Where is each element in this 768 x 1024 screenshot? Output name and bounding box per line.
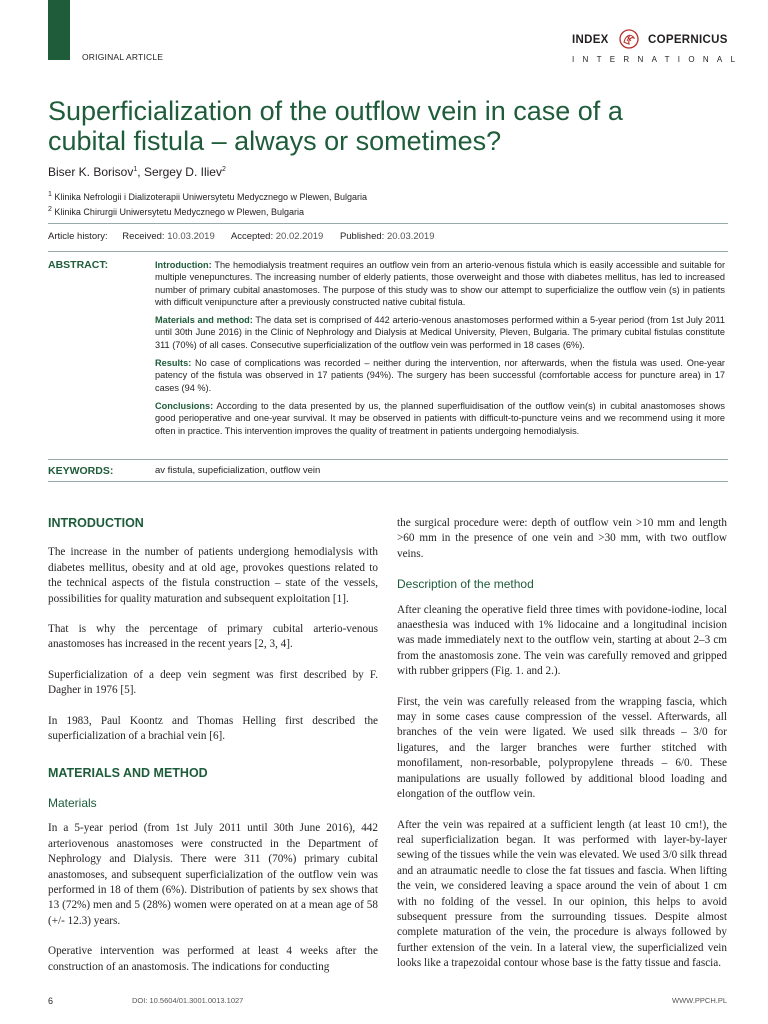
materials-subheading: Materials <box>48 795 97 810</box>
abstract-methods <box>155 314 725 351</box>
abstract-methods-heading: Materials and method: <box>155 315 253 326</box>
divider <box>48 481 728 482</box>
author-1: Biser K. Borisov <box>48 165 134 179</box>
article-history <box>48 231 449 242</box>
affiliation-1-sup: 1 <box>48 191 52 198</box>
method-description-subheading: Description of the method <box>397 577 534 592</box>
paragraph: That is why the percentage of primary cubital arterio-venous anastomoses has increased in the recent years [2, 3, 4]. <box>48 623 378 651</box>
accepted-date: 20.02.2019 <box>275 231 324 242</box>
author-1-sup: 1 <box>133 166 138 173</box>
published-label: Published: <box>339 231 385 242</box>
history-label: Article history: <box>48 231 108 242</box>
abstract-intro-text: The hemodialysis treatment requires an outflow vein from an arterio-venous fistula which is easily accessible and suitable for multiple venepunctures. The increasing number of elderly patients, those overweight and those with diabetes mellitus, has led to increased number of primary cubital anastomoses. The purpose of this study was to show our attempt to superficialize the outflow vein (s) in patients with difficult venipuncture after a previously constructed native cubital fistula. <box>155 260 725 307</box>
introduction-heading: INTRODUCTION <box>48 516 144 530</box>
abstract-conclusions <box>155 400 725 437</box>
divider <box>48 251 728 252</box>
article-type-label: ORIGINAL ARTICLE <box>82 52 164 62</box>
abstract-results <box>155 357 725 394</box>
abstract-results-heading: Results: <box>155 358 192 369</box>
paragraph: Superficialization of a deep vein segment was first described by F. Dagher in 1976 [5]. <box>48 668 378 697</box>
keywords-text: av fistula, supeficialization, outflow vein <box>155 465 321 476</box>
paragraph: the surgical procedure were: depth of outflow vein >10 mm and length >60 mm in the presence of one vein and >30 mm, with two outflow veins. <box>397 517 727 560</box>
keywords-label: KEYWORDS: <box>48 465 114 477</box>
page-number: 6 <box>48 996 54 1006</box>
abstract <box>155 259 725 443</box>
affiliation-2-text: Klinika Chirurgii Uniwersytetu Medycznego w Plewen, Bulgaria <box>54 206 305 217</box>
author-2-sup: 2 <box>221 166 226 173</box>
paragraph: The increase in the number of patients undergiong hemodialysis with diabetes mellitus, obesity and at old age, provokes questions related to the technical aspects of the fistula construction – state of the vessels, possibilities for quality maturation and subsequent exploitation [1]. <box>48 546 378 605</box>
affiliations <box>48 189 367 218</box>
article-title: Superficialization of the outflow vein in case of a cubital fistula – always or sometimes? <box>48 96 623 156</box>
received-label: Received: <box>122 231 165 242</box>
accepted-label: Accepted: <box>230 231 274 242</box>
affiliation-1 <box>48 189 367 204</box>
materials-method-heading: MATERIALS AND METHOD <box>48 766 208 781</box>
header-color-bar <box>48 0 70 60</box>
abstract-intro-heading: Introduction: <box>155 260 212 270</box>
logo-text-right: COPERNICUS <box>648 34 728 46</box>
abstract-results-text: No case of complications was recorded – neither during the intervention, nor afterwards, when the fistula was used. One-year patency of the fistula was observed in 17 patients (94%). The surgery has been successful (comfortable access for puncture area) in 17 cases (94 %). <box>155 358 725 393</box>
website: WWW.PPCH.PL <box>672 996 728 1005</box>
affiliation-2-sup: 2 <box>48 205 52 213</box>
divider <box>48 459 728 460</box>
abstract-introduction <box>155 259 725 308</box>
received-date: 10.03.2019 <box>167 231 215 242</box>
paragraph: In a 5-year period (from 1st July 2011 until 30th June 2016), 442 arteriovenous anastomoses were constructed in the Department of Nephrology and Dialysis. There were 311 (70%) primary cubital anastomoses, and subsequent superficialization of the outflow vein was performed in 18 of them (6%). Distribution of patients by sex shows that 13 (72%) men and 5 (28%) women were operated on at a mean age of 58 (+/- 12.3) years. <box>48 822 378 927</box>
abstract-methods-text: The data set is comprised of 442 arterio-venous anastomoses performed within a 5-year period (from 1st July 2011 until 30th June 2016) in the Clinic of Nephrology and Dialysis at Medical University, Pleven, Bulgaria. The primary cubital fistulas constitute 311 (70%) of all cases. Consecutive superficialization of the outflow vein was performed in 18 cases (6%). <box>155 315 725 350</box>
author-list <box>48 165 226 179</box>
published-date: 20.03.2019 <box>386 231 435 242</box>
abstract-conclusions-text: According to the data presented by us, the planned superfluidisation of the outflow vein(s) in cubital anastomoses shows good perioperative and one-year survival. It may be observed in patients with difficult-to-puncture veins and we recommend using it more often in practice. This intervention improves the quality of treatment in patients undergoing hemodialysis. <box>155 400 725 436</box>
abstract-conclusions-heading: Conclusions: <box>155 400 214 411</box>
paragraph: After cleaning the operative field three times with povidone-iodine, local anaesthesia was induced with 1% lidocaine and a longitudinal incision was made immediately next to the outflow vein, starting at about 2–3 cm from the anastomosis zone. The vein was carefully removed and gripped with rubber grippers (Fig. 1. and 2.). <box>397 603 727 678</box>
author-separator: , <box>137 165 144 179</box>
paragraph: After the vein was repaired at a sufficient length (at least 10 cm!), the real superficialization began. It was performed with layer-by-layer sewing of the tissues while the vein was elevated. We used 3/0 silk thread and an atraumatic needle to close the fat tissues and fascia. When lifting the vein, we considered leaving a space around the vein of about 1 cm with no folding of the vessel. In our opinion, this helps to avoid subsequent pressure from the surrounding tissues. Despite almost complete maturation of the vein, the procedure is always followed by further extension of the vein. In a lateral view, the superficialized vein looks like a trapezoidal contour whose base is the fatty tissue and fascia. <box>397 818 727 970</box>
logo-text-left: INDEX <box>572 34 609 46</box>
divider <box>48 223 728 224</box>
logo-subtext: INTERNATIONAL <box>572 55 744 64</box>
paragraph: First, the vein was carefully released from the wrapping fascia, which may in some cases cause compression of the vessel. Afterwards, all branches of the vein were ligated. We used silk threads – 3/0 for ligatures, and the larger branches were further stitched with monofilament, non-resorbable, polypropylene threads – 6/0. These manipulations are usually followed by additional blood loading and elongation of the outflow vein. <box>397 695 727 801</box>
affiliation-2 <box>48 204 367 219</box>
abstract-label: ABSTRACT: <box>48 259 109 271</box>
paragraph: In 1983, Paul Koontz and Thomas Helling first described the superficialization of a brachial vein [6]. <box>48 714 378 743</box>
right-column <box>397 516 727 987</box>
doi: DOI: 10.5604/01.3001.0013.1027 <box>132 996 244 1005</box>
index-copernicus-logo <box>572 28 744 68</box>
author-2: Sergey D. Iliev <box>143 165 222 179</box>
left-column <box>48 516 378 990</box>
rose-emblem-icon <box>618 28 640 50</box>
affiliation-1-text: Klinika Nefrologii i Dializoterapii Uniwersytetu Medycznego w Plewen, Bulgaria <box>54 192 368 202</box>
paragraph: Operative intervention was performed at least 4 weeks after the construction of an anastomosis. The indications for conducting <box>48 945 378 973</box>
